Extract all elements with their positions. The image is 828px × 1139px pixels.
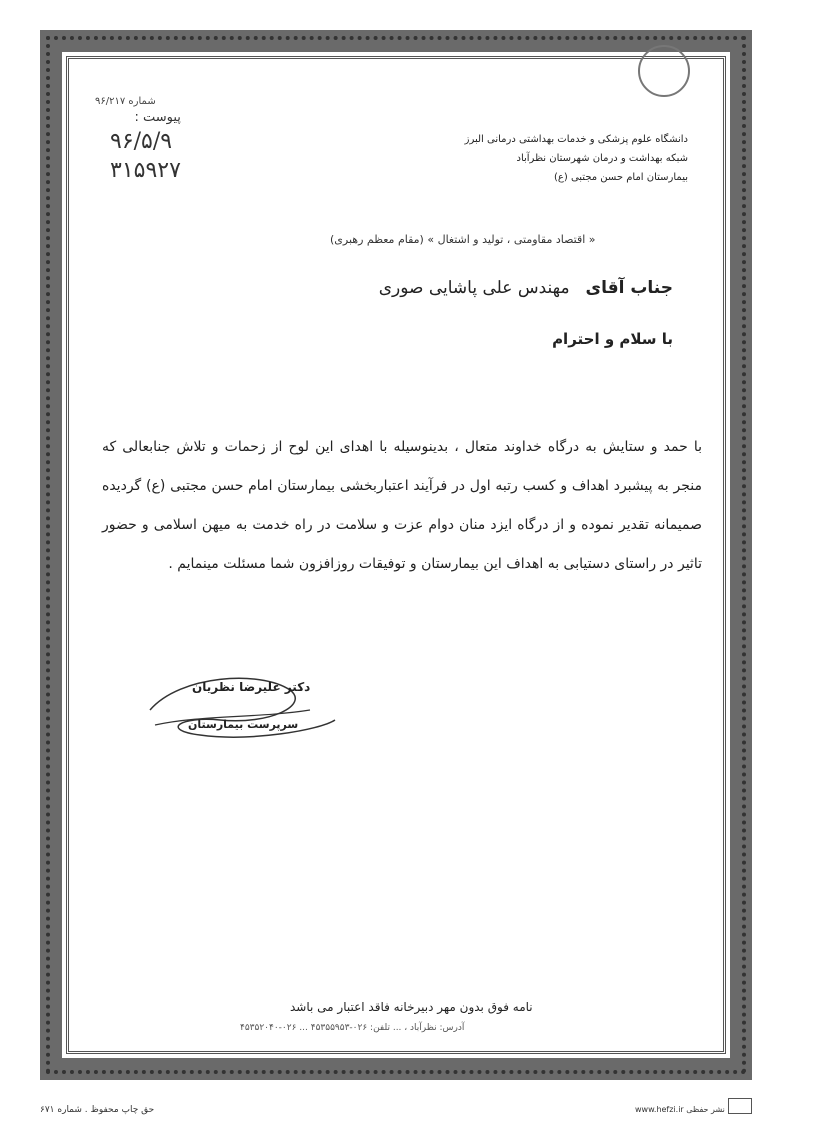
- publisher-logo-icon: [728, 1098, 752, 1114]
- contact-address: آدرس: نظرآباد ، ... تلفن: ۰۲۶-۴۵۳۵۵۹۵۳ ... ۰۲۶-۴۵۳۵۲۰۴۰: [240, 1023, 465, 1033]
- addressee-prefix: جناب آقای: [585, 278, 673, 298]
- letter-body: با حمد و ستایش به درگاه خداوند متعال ، بدینوسیله با اهدای این لوح از زحمات و تلاش جنابعالی که منجر به پیشبرد اهداف و کسب رتبه اول در فرآیند اعتباربخشی بیمارستان امام حسن مجتبی (ع) گردیده صمیمانه تقدیر نموده و از درگاه ایزد منان دوام عزت و سلامت در راه خدمت به میهن اسلامی و حضور تاثیر در راستای دستیابی به اهداف این بیمارستان و توفیقات روزافزون شما مسئلت مینمایم .: [102, 439, 702, 572]
- handwritten-date: ۹۶/۵/۹: [110, 129, 173, 154]
- org-line-1: دانشگاه علوم پزشکی و خدمات بهداشتی درمانی البرز: [464, 134, 688, 145]
- addressee: [379, 278, 673, 298]
- signatory-title: سرپرست بیمارستان: [188, 718, 299, 731]
- handwritten-ref: ۳۱۵۹۲۷: [110, 158, 181, 183]
- signature-block: [140, 670, 340, 750]
- addressee-name: مهندس علی پاشایی صوری: [378, 278, 570, 298]
- greeting: با سلام و احترام: [552, 330, 673, 348]
- signatory-name: دکتر علیرضا نظریان: [192, 680, 311, 694]
- validity-note: نامه فوق بدون مهر دبیرخانه فاقد اعتبار می باشد: [290, 1000, 533, 1014]
- organization-block: [465, 130, 688, 187]
- round-stamp-icon: [638, 45, 690, 97]
- motto: « اقتصاد مقاومتی ، تولید و اشتغال » (مقام معظم رهبری): [330, 233, 596, 246]
- publisher-credit: www.hefzi.ir نشر حفظی: [635, 1105, 725, 1114]
- print-copyright: حق چاپ محفوظ . شماره ۶۷۱: [40, 1105, 155, 1115]
- attachment-label: پیوست :: [134, 110, 181, 125]
- org-line-2: شبکه بهداشت و درمان شهرستان نظرآباد: [516, 153, 688, 164]
- number-value: ۹۶/۲۱۷: [95, 96, 126, 107]
- number-label: شماره: [128, 96, 156, 107]
- org-line-3: بیمارستان امام حسن مجتبی (ع): [554, 172, 688, 183]
- header-meta: [110, 110, 181, 183]
- letter-number: [95, 96, 156, 107]
